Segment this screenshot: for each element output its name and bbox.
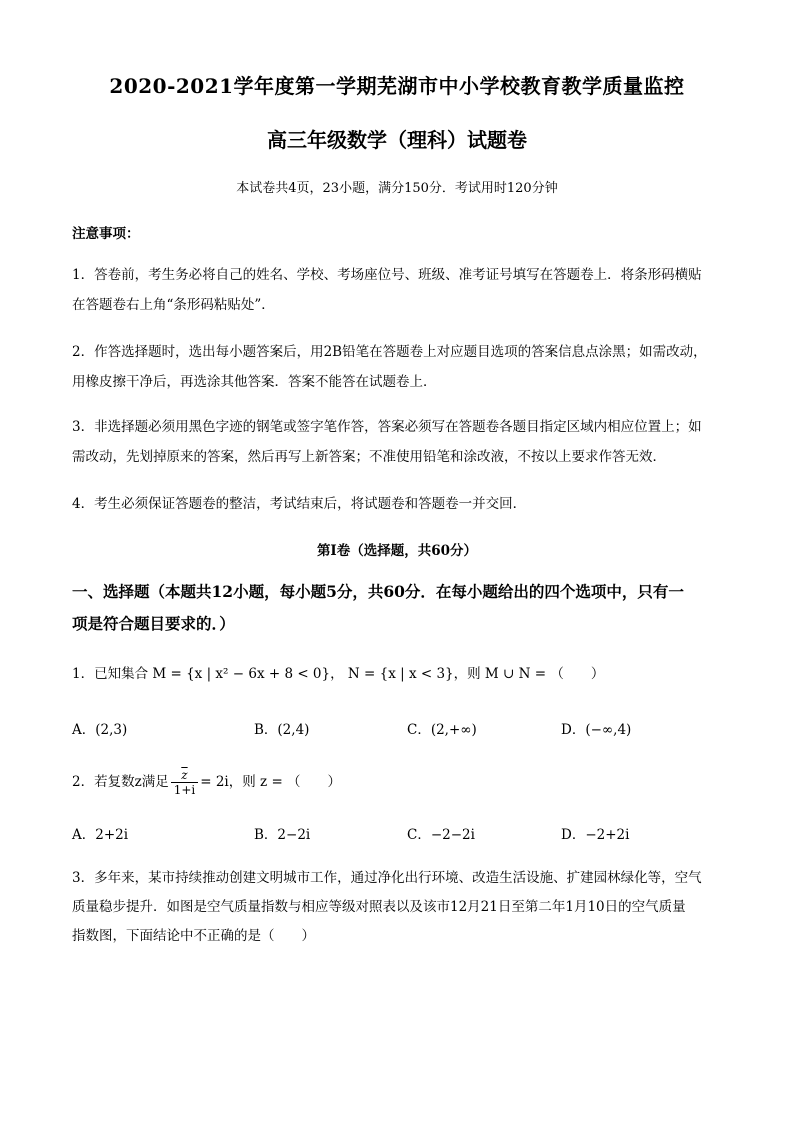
question-1-option-b: B．(2,4) [254, 722, 310, 738]
exam-title-line1: 2020-2021学年度第一学期芜湖市中小学校教育教学质量监控 [109, 74, 685, 98]
question-2-stem: 2．若复数z满足 $\frac{\overline{z}}{1+i}$ = 2i，则 z = （ ） [72, 768, 342, 797]
question-1-stem: 1．已知集合 M = {x | x² − 6x + 8 < 0}， N = {x | x < 3}，则 M ∪ N = （ ） [72, 666, 605, 682]
notice-item-3: 3．非选择题必须用黑色字迹的钢笔或签字笔作答，答案必须写在答题卷各题目指定区域内相应位置上；如 需改动，先划掉原来的答案，然后再写上新答案；不准使用铅笔和涂改液，不按以上要求作答无效． [72, 419, 702, 465]
notice-title: 注意事项： [72, 226, 140, 242]
section-heading: 一、选择题（本题共12小题，每小题5分，共60分．在每小题给出的四个选项中，只有一 项是符合题目要求的．） [72, 582, 684, 633]
notice-item-4: 4．考生必须保证答题卷的整洁，考试结束后，将试题卷和答题卷一并交回． [72, 496, 527, 512]
part-title: 第Ⅰ卷（选择题，共60分） [316, 543, 478, 559]
question-2-option-b: B．2−2i [254, 827, 311, 843]
fraction: $\frac{\overline{z}}{1+i}$ [171, 768, 199, 797]
question-1-option-a: A．(2,3) [72, 722, 128, 738]
notice-item-2: 2．作答选择题时，选出每小题答案后，用2B铅笔在答题卷上对应题目选项的答案信息点涂黑；如需改动， 用橡皮擦干净后，再选涂其他答案．答案不能答在试题卷上． [72, 344, 707, 390]
question-2-option-d: D．−2+2i [561, 827, 630, 843]
question-2-option-a: A．2+2i [72, 827, 129, 843]
question-3-stem: 3．多年来，某市持续推动创建文明城市工作，通过净化出行环境、改造生活设施、扩建园林绿化等，空气 质量稳步提升．如图是空气质量指数与相应等级对照表以及该市12月21日至第二年1月10日的空气质量 指数图，下面结论中不正确的是（ ） [72, 870, 702, 944]
notice-item-1: 1．答卷前，考生务必将自己的姓名、学校、考场座位号、班级、准考证号填写在答题卷上．将条形码横贴 在答题卷右上角“条形码粘贴处”． [72, 267, 702, 313]
question-1-option-d: D．(−∞,4) [561, 722, 632, 738]
exam-intro: 本试卷共4页，23小题，满分150分．考试用时120分钟 [236, 181, 558, 196]
question-2-option-c: C．−2−2i [407, 827, 475, 843]
question-1-option-c: C．(2,+∞) [407, 722, 477, 738]
exam-title-line2: 高三年级数学（理科）试题卷 [267, 128, 527, 152]
